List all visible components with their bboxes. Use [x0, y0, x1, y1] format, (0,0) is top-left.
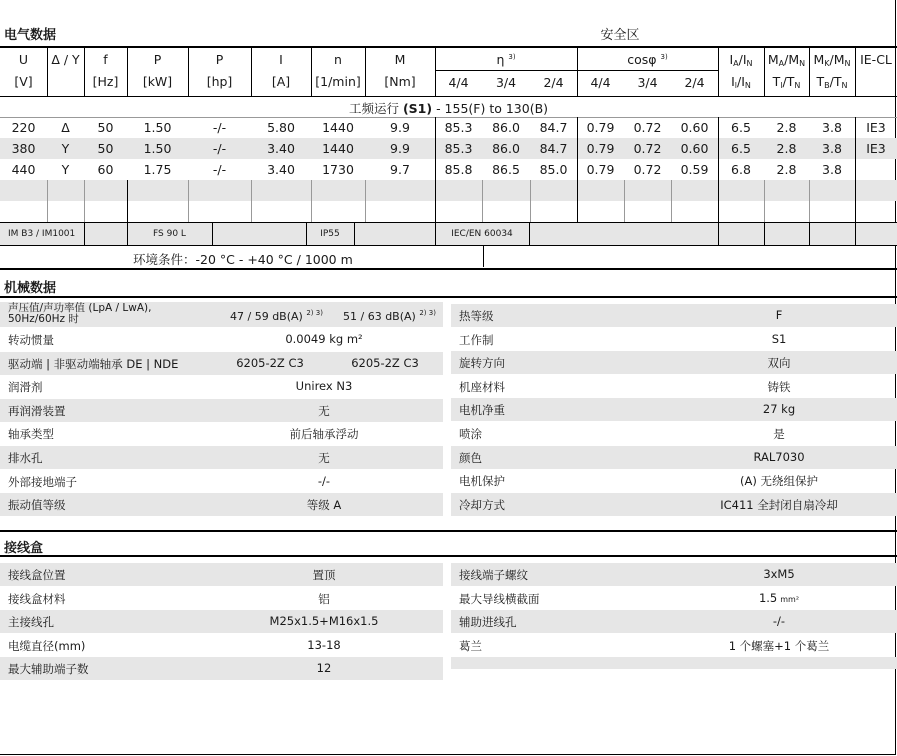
table-cell: 3.8 [822, 162, 842, 177]
table-cell: 6.5 [731, 120, 751, 135]
item-value: Unirex N3 [295, 379, 353, 394]
table-cell: 5.80 [267, 120, 295, 135]
item-label: 工作制 [459, 332, 494, 347]
table-cell [577, 180, 624, 201]
item-label: 辅助进线孔 [459, 615, 517, 630]
table-cell [855, 180, 897, 201]
list-item [451, 587, 897, 610]
header-m: M [394, 52, 406, 67]
table-cell: -/- [212, 162, 227, 177]
item-label: 主接线孔 [8, 615, 54, 630]
item-label: 排水孔 [8, 451, 43, 465]
item-label: 葛兰 [459, 638, 482, 653]
list-item [0, 587, 443, 610]
list-item [0, 328, 443, 351]
table-cell: 85.3 [444, 120, 473, 135]
list-item [451, 469, 897, 492]
header-delta-y: Δ / Y [51, 52, 80, 67]
table-cell [809, 180, 855, 201]
item-label: 喷涂 [459, 427, 482, 441]
item-label: 机座材料 [459, 379, 505, 394]
table-cell: 0.72 [633, 162, 662, 177]
table-row [0, 180, 897, 201]
header-tl-tn: $T_l/T_N$ [772, 74, 801, 90]
table-cell: IE3 [866, 141, 886, 156]
item-label: 电缆直径(mm) [8, 638, 86, 653]
item-value: IC411 全封闭自扇冷却 [720, 497, 838, 512]
standard: IEC/EN 60034 [451, 229, 513, 239]
protection-class: IP55 [320, 229, 340, 239]
frame-size: FS 90 L [153, 229, 186, 239]
item-value: -/- [772, 614, 786, 629]
table-cell [855, 159, 897, 180]
table-cell [311, 201, 365, 222]
table-cell [624, 180, 671, 201]
table-cell: 0.59 [680, 162, 709, 177]
item-value: S1 [771, 331, 787, 346]
item-label: 电机保护 [459, 474, 505, 489]
list-item [0, 470, 443, 493]
table-cell [577, 201, 624, 222]
list-item [0, 422, 443, 445]
table-cell [671, 201, 718, 222]
item-value: 0.0049 kg m² [285, 332, 363, 346]
table-cell [482, 180, 530, 201]
table-cell: 60 [97, 162, 114, 177]
table-cell: 0.79 [586, 141, 615, 156]
table-cell: 84.7 [539, 141, 568, 156]
table-row [0, 201, 897, 222]
item-value: 无 [318, 451, 330, 465]
item-value: 13-18 [307, 637, 341, 652]
table-cell [47, 201, 84, 222]
table-cell [365, 201, 435, 222]
item-label: 热等级 [459, 309, 494, 323]
table-cell: 85.8 [444, 162, 473, 177]
table-cell: 50 [97, 120, 114, 135]
list-item [451, 422, 897, 445]
table-cell [530, 180, 577, 201]
table-cell [0, 180, 47, 201]
table-cell [718, 201, 764, 222]
item-label: 电机净重 [459, 403, 505, 418]
header-u-unit: [V] [14, 74, 33, 89]
header-p-hp: P [215, 52, 224, 67]
item-label: 接线盒材料 [8, 591, 66, 606]
table-cell [188, 180, 251, 201]
table-cell: 380 [11, 141, 36, 156]
item-value: 等级 A [306, 498, 342, 513]
table-cell [809, 201, 855, 222]
list-item [0, 493, 443, 516]
table-cell: -/- [212, 141, 227, 156]
list-item [0, 446, 443, 469]
header-mk-mn: $M_K/M_N$ [813, 52, 851, 68]
item-value: -/- [317, 473, 331, 488]
header-cosphi: cosφ $^{3)}$ [627, 52, 668, 67]
table-cell: 3.40 [267, 162, 295, 177]
table-cell: 1440 [322, 141, 354, 156]
item-value: M25x1.5+M16x1.5 [269, 614, 379, 629]
item-label: 最大辅助端子数 [8, 662, 89, 677]
terminal-title-rule [0, 555, 897, 557]
item-label: 润滑剂 [8, 380, 43, 395]
table-cell: 9.9 [390, 120, 410, 135]
terminal-right-filler [451, 657, 897, 669]
list-item [0, 657, 443, 680]
table-cell: 2.8 [776, 141, 797, 156]
noise-50hz: 47 / 59 dB(A) $^{2) 3)}$ [230, 309, 323, 323]
item-value: 铸铁 [767, 379, 791, 394]
list-item [0, 399, 443, 422]
header-eta-44: 4/4 [448, 75, 469, 90]
item-value: 12 [316, 661, 332, 676]
item-label: 驱动端 | 非驱动端轴承 DE | NDE [8, 356, 179, 371]
mechanical-title-rule [0, 296, 897, 298]
header-i-unit: [A] [271, 74, 291, 89]
table-cell [482, 201, 530, 222]
header-f: f [103, 52, 108, 67]
table-cell [127, 180, 188, 201]
table-cell [311, 180, 365, 201]
list-item [0, 563, 443, 586]
table-cell: 9.7 [390, 162, 410, 177]
list-item [451, 610, 897, 633]
header-m-unit: [Nm] [384, 74, 416, 89]
list-item [451, 375, 897, 398]
table-row [0, 138, 897, 159]
table-cell [127, 201, 188, 222]
table-cell: 9.9 [390, 141, 410, 156]
table-cell: 2.8 [776, 162, 797, 177]
table-cell [764, 180, 809, 201]
electrical-data-table [0, 117, 897, 222]
table-cell [624, 201, 671, 222]
table-cell: 50 [97, 141, 114, 156]
item-label: 外部接地端子 [8, 474, 77, 489]
item-value-de: 6205-2Z C3 [236, 355, 304, 370]
table-cell [718, 180, 764, 201]
table-cell: 0.79 [586, 120, 615, 135]
header-eta-24: 2/4 [543, 75, 564, 90]
table-cell: 0.72 [633, 120, 662, 135]
table-cell: 0.72 [633, 141, 662, 156]
table-cell: 1440 [322, 120, 354, 135]
table-cell: 84.7 [539, 120, 568, 135]
header-eta: η $^{3)}$ [496, 52, 516, 67]
table-cell [251, 180, 311, 201]
terminal-section-title: 接线盒 [4, 541, 44, 556]
mounting-type: IM B3 / IM1001 [8, 229, 76, 239]
noise-row [0, 302, 443, 327]
item-label: 颜色 [459, 450, 482, 465]
table-cell: -/- [212, 120, 227, 135]
table-cell: Y [61, 162, 70, 177]
header-p-hp-unit: [hp] [206, 74, 233, 89]
list-item [0, 352, 443, 375]
table-cell [84, 180, 127, 201]
table-cell: 3.8 [822, 141, 842, 156]
table-cell: IE3 [866, 120, 886, 135]
table-cell [855, 201, 897, 222]
list-item [451, 351, 897, 374]
item-label: 轴承类型 [8, 427, 54, 442]
table-cell: 3.8 [822, 120, 842, 135]
table-row [0, 117, 897, 138]
list-item [0, 634, 443, 657]
safe-zone-label: 安全区 [600, 28, 640, 43]
item-value: RAL7030 [753, 449, 805, 464]
item-value: 无 [318, 403, 330, 418]
table-cell: 3.40 [267, 141, 295, 156]
header-cos-44: 4/4 [590, 75, 611, 90]
item-value: 置顶 [312, 568, 336, 582]
item-label: 冷却方式 [459, 497, 505, 512]
mechanical-section-title: 机械数据 [4, 281, 57, 296]
header-p-kw: P [153, 52, 162, 67]
table-cell: 0.60 [680, 141, 709, 156]
item-label: 振动值等级 [8, 498, 66, 513]
operation-mode-row: 工频运行 (S1) - 155(F) to 130(B) [348, 101, 549, 116]
item-label: 转动惯量 [8, 333, 54, 347]
table-cell [0, 201, 47, 222]
mechanical-top-rule [0, 268, 897, 270]
item-value: 3xM5 [763, 567, 795, 581]
item-value: 1.5 mm² [758, 590, 800, 605]
header-eta-34: 3/4 [495, 75, 517, 90]
table-cell: 1.50 [143, 141, 172, 156]
item-value-nde: 6205-2Z C3 [351, 355, 419, 370]
table-cell: 85.3 [444, 141, 473, 156]
table-cell: 1730 [322, 162, 354, 177]
list-item [451, 446, 897, 469]
table-cell: 1.75 [143, 162, 172, 177]
item-value: 双向 [767, 356, 791, 371]
header-ma-mn: $M_A/M_N$ [767, 52, 806, 68]
table-cell: Y [61, 141, 70, 156]
noise-60hz: 51 / 63 dB(A) $^{2) 3)}$ [343, 309, 436, 323]
item-label: 接线盒位置 [8, 568, 66, 582]
table-cell: 86.0 [492, 120, 520, 135]
item-label: 接线端子螺纹 [459, 568, 528, 582]
table-cell [365, 180, 435, 201]
header-tb-tn: $T_B/T_N$ [816, 74, 848, 90]
table-cell [671, 180, 718, 201]
header-p-kw-unit: [kW] [142, 74, 173, 89]
header-cos-34: 3/4 [637, 75, 658, 90]
header-il-in: $I_l/I_N$ [731, 74, 751, 90]
table-cell: Δ [61, 120, 70, 135]
table-cell: 1.50 [143, 120, 172, 135]
table-cell [251, 201, 311, 222]
header-ia-in: $I_A/I_N$ [729, 52, 753, 68]
electrical-top-rule [0, 46, 897, 48]
table-cell [188, 201, 251, 222]
list-item [451, 493, 897, 516]
item-value: 铝 [318, 591, 330, 606]
header-n-unit: [1/min] [315, 74, 361, 89]
list-item [451, 304, 897, 327]
table-cell: 0.60 [680, 120, 709, 135]
list-item [451, 328, 897, 351]
table-cell: 440 [11, 162, 36, 177]
item-value: F [775, 308, 783, 322]
table-row [0, 159, 897, 180]
table-cell [47, 180, 84, 201]
table-cell [84, 201, 127, 222]
table-cell [764, 201, 809, 222]
header-u: U [18, 52, 29, 67]
table-cell [435, 180, 482, 201]
table-cell: 2.8 [776, 120, 797, 135]
ambient-conditions: 环境条件：-20 °C - +40 °C / 1000 m [133, 252, 353, 267]
terminal-top-rule [0, 530, 897, 532]
item-label: 最大导线横截面 [459, 591, 540, 606]
list-item [0, 375, 443, 398]
table-cell: 85.0 [539, 162, 568, 177]
table-cell: 6.5 [731, 141, 751, 156]
table-cell: 220 [11, 120, 36, 135]
list-item [0, 610, 443, 633]
table-cell: 86.0 [492, 141, 520, 156]
header-n: n [334, 52, 342, 67]
item-value: 1 个螺塞+1 个葛兰 [728, 638, 830, 653]
table-cell: 86.5 [492, 162, 520, 177]
list-item [451, 563, 897, 586]
list-item [451, 634, 897, 657]
table-cell [530, 201, 577, 222]
table-cell: 0.79 [586, 162, 615, 177]
item-value: 是 [773, 427, 785, 441]
table-cell [435, 201, 482, 222]
item-value: 27 kg [762, 402, 796, 417]
header-cos-24: 2/4 [684, 75, 705, 90]
electrical-section-title: 电气数据 [4, 28, 57, 43]
item-value: (A) 无绕组保护 [740, 474, 818, 489]
item-label: 再润滑装置 [8, 403, 66, 418]
header-ie-class: IE-CL [860, 52, 892, 67]
table-cell: 6.8 [731, 162, 751, 177]
noise-label: 声压值/声功率值 (LpA / LwA), 50Hz/60Hz 时 [8, 302, 152, 325]
item-label: 旋转方向 [459, 356, 505, 371]
header-i: I [279, 52, 283, 67]
item-value: 前后轴承浮动 [289, 427, 359, 442]
header-f-unit: [Hz] [92, 74, 119, 89]
list-item [451, 398, 897, 421]
